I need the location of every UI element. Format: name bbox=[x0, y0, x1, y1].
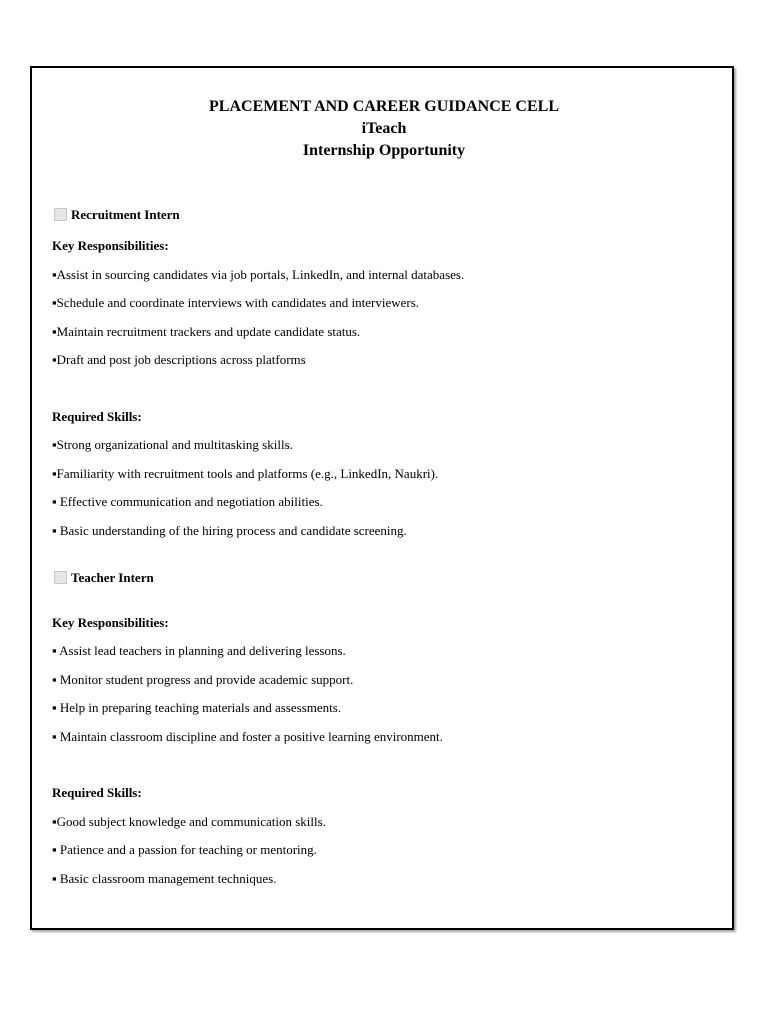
key-responsibilities-heading: Key Responsibilities: bbox=[52, 615, 169, 630]
list-item: ▪Good subject knowledge and communication skills. bbox=[52, 814, 326, 829]
list-item: ▪Assist in sourcing candidates via job portals, LinkedIn, and internal databases. bbox=[52, 267, 465, 282]
role-heading-recruitment bbox=[54, 208, 180, 221]
checkbox-icon bbox=[54, 571, 67, 584]
cell-title: PLACEMENT AND CAREER GUIDANCE CELL bbox=[209, 98, 559, 115]
list-item: ▪ Basic classroom management techniques. bbox=[52, 871, 277, 886]
list-item: ▪ Assist lead teachers in planning and delivering lessons. bbox=[52, 643, 346, 658]
document-subtitle: Internship Opportunity bbox=[302, 142, 466, 159]
document-page bbox=[30, 66, 734, 930]
list-item: ▪ Monitor student progress and provide academic support. bbox=[52, 672, 354, 687]
list-item: ▪ Effective communication and negotiation abilities. bbox=[52, 494, 323, 509]
required-skills-heading: Required Skills: bbox=[52, 785, 142, 800]
role-title: Recruitment Intern bbox=[71, 207, 180, 222]
list-item: ▪Familiarity with recruitment tools and platforms (e.g., LinkedIn, Naukri). bbox=[52, 466, 439, 481]
required-skills-heading: Required Skills: bbox=[52, 409, 142, 424]
role-heading-teacher bbox=[54, 571, 154, 584]
list-item: ▪ Patience and a passion for teaching or mentoring. bbox=[52, 842, 317, 857]
list-item: ▪ Maintain classroom discipline and foster a positive learning environment. bbox=[52, 729, 443, 744]
list-item: ▪Schedule and coordinate interviews with candidates and interviewers. bbox=[52, 295, 420, 310]
organization-name: iTeach bbox=[361, 120, 407, 137]
list-item: ▪ Help in preparing teaching materials and assessments. bbox=[52, 700, 342, 715]
list-item: ▪Maintain recruitment trackers and update candidate status. bbox=[52, 324, 361, 339]
list-item: ▪Draft and post job descriptions across platforms bbox=[52, 352, 306, 367]
role-title: Teacher Intern bbox=[71, 570, 154, 585]
list-item: ▪ Basic understanding of the hiring process and candidate screening. bbox=[52, 523, 407, 538]
key-responsibilities-heading: Key Responsibilities: bbox=[52, 238, 169, 253]
list-item: ▪Strong organizational and multitasking skills. bbox=[52, 437, 293, 452]
checkbox-icon bbox=[54, 208, 67, 221]
